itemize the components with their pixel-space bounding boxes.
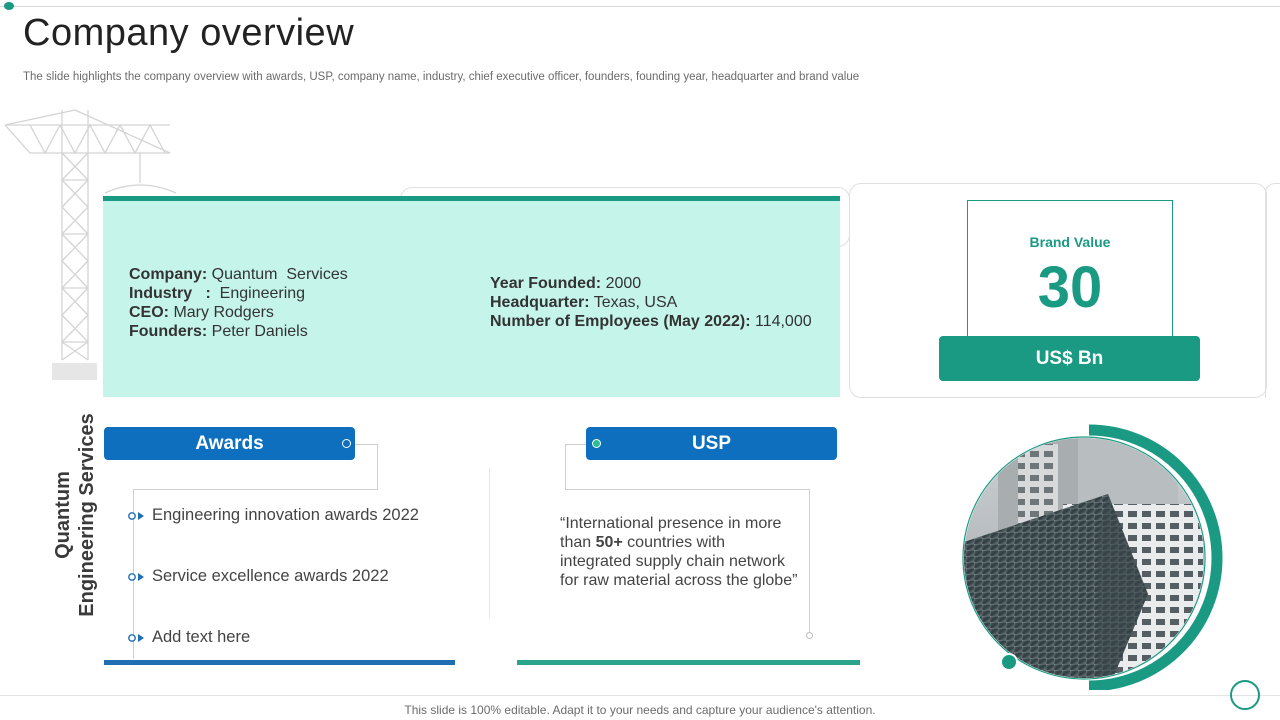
page-subtitle: The slide highlights the company overview with awards, USP, company name, industry, chief executive officer, founders, founding year, headquarter and brand value — [23, 71, 860, 83]
bullet-arrow-icon — [128, 633, 146, 643]
award-item: Service excellence awards 2022 — [128, 566, 389, 586]
awards-base-bar — [104, 660, 455, 665]
footer-text: This slide is 100% editable. Adapt it to your needs and capture your audience's attention. — [404, 703, 876, 717]
awards-connector-top — [133, 489, 378, 490]
company-info-left — [129, 265, 348, 341]
footer-circle-icon — [1230, 680, 1260, 710]
founders-row: Founders: Peter Daniels — [129, 323, 308, 340]
page-title: Company overview — [23, 12, 355, 54]
company-info-right — [490, 274, 812, 331]
usp-connector-v-right — [809, 489, 810, 632]
awards-connector-v — [377, 444, 378, 490]
footer-divider — [0, 695, 1280, 696]
bullet-arrow-icon — [128, 511, 146, 521]
company-name-row: Company: Quantum Services — [129, 266, 348, 283]
headquarter-row: Headquarter: Texas, USA — [490, 294, 678, 311]
usp-base-bar — [517, 660, 860, 665]
awards-connector-h — [355, 444, 378, 445]
award-item: Add text here — [128, 627, 250, 647]
company-info-panel — [103, 196, 840, 397]
corner-accent-dot — [4, 2, 14, 10]
employees-row: Number of Employees (May 2022): 114,000 — [490, 313, 812, 330]
right-edge-outline — [1265, 183, 1280, 398]
ceo-row: CEO: Mary Rodgers — [129, 304, 274, 321]
brand-value-box — [967, 200, 1173, 340]
usp-text: “International presence in more than 50+ countries with integrated supply chain network for raw material across the globe” — [560, 515, 798, 589]
bullet-arrow-icon — [128, 572, 146, 582]
awards-header — [104, 427, 355, 460]
building-photo — [958, 424, 1223, 690]
usp-connector-v-left — [565, 444, 566, 490]
brand-value-number: 30 — [1037, 255, 1103, 320]
award-item: Engineering innovation awards 2022 — [128, 505, 419, 525]
year-founded-row: Year Founded: 2000 — [490, 275, 642, 292]
usp-header — [586, 427, 837, 460]
usp-connector-h — [565, 444, 586, 445]
awards-title: Awards — [195, 433, 264, 454]
top-divider — [0, 6, 1280, 7]
usp-title: USP — [691, 433, 732, 454]
brand-value-label: Brand Value — [1029, 234, 1111, 250]
section-divider — [489, 468, 490, 618]
usp-connector-end-dot — [806, 632, 813, 639]
usp-header-dot — [592, 439, 601, 448]
side-label-line2: Engineering Services — [76, 413, 98, 617]
brand-value-unit: US$ Bn — [939, 336, 1200, 381]
usp-connector-top — [565, 489, 810, 490]
awards-header-dot — [342, 439, 351, 448]
industry-row: Industry : Engineering — [129, 285, 306, 302]
side-label-line1: Quantum — [52, 471, 74, 559]
